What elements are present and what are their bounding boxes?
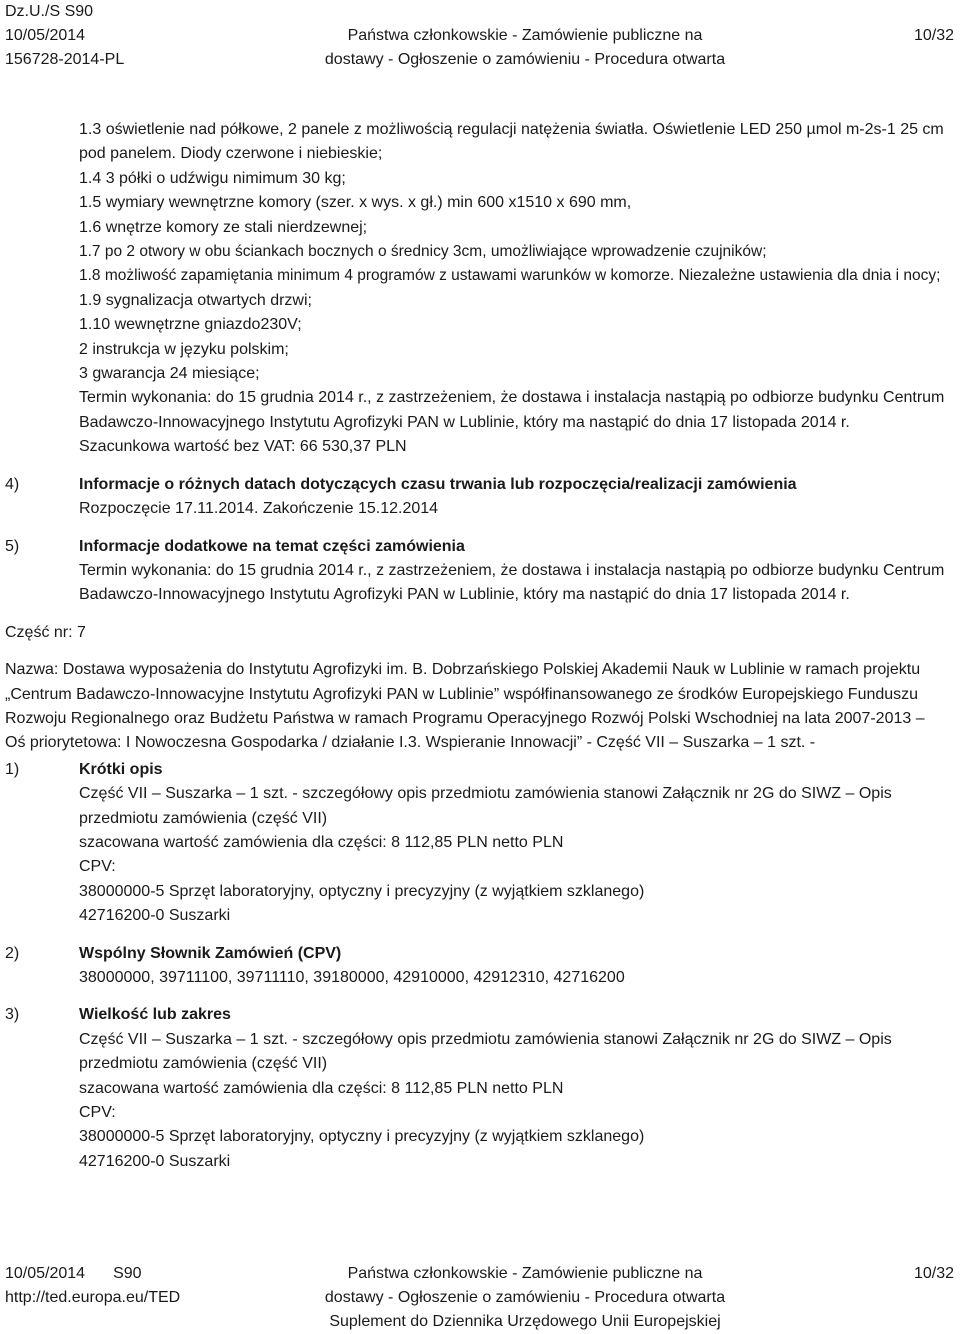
header-title-line: Państwa członkowskie - Zamówienie publiczne na (347, 27, 703, 44)
page-footer (0, 1262, 960, 1334)
section-title: Krótki opis (79, 760, 163, 778)
specification-list (0, 118, 960, 460)
document-id: 156728-2014-PL (5, 51, 125, 68)
footer-title-line: Państwa członkowskie - Zamówienie publiczne na (347, 1265, 703, 1282)
section-number: 3) (5, 1006, 20, 1024)
list-item: 1.4 3 półki o udźwigu nimimum 30 kg; (79, 169, 346, 187)
section-line: 42716200-0 Suszarki (79, 907, 231, 925)
section-text: 38000000, 39711100, 39711110, 39180000, 42910000, 42912310, 42716200 (79, 969, 625, 986)
header-title-line: dostawy - Ogłoszenie o zamówieniu - Procedura otwarta (324, 51, 726, 68)
list-item: 1.9 sygnalizacja otwartych drzwi; (79, 291, 312, 309)
footer-url[interactable]: http://ted.europa.eu/TED (5, 1289, 181, 1306)
section-line: CPV: (79, 858, 116, 876)
list-item: 3 gwarancja 24 miesiące; (79, 365, 260, 383)
list-item: 1.5 wymiary wewnętrzne komory (szer. x wys. x gł.) min 600 x1510 x 690 mm, (79, 194, 632, 212)
section-line: 38000000-5 Sprzęt laboratoryjny, optyczny i precyzyjny (z wyjątkiem szklanego) (79, 1128, 645, 1146)
estimated-value: Szacunkowa wartość bez VAT: 66 530,37 PLN (79, 438, 407, 456)
section-text: Termin wykonania: do 15 grudnia 2014 r., z zastrzeżeniem, że dostawa i instalacja nastąpią po odbiorze budynku Centrum Badawczo-Innowacyjnego Instytutu Agrofizyki PAN w Lublinie, który ma nastąpić do dnia 17 listopada 2014 r. (79, 561, 945, 604)
section-title: Informacje dodatkowe na temat części zamówienia (79, 537, 465, 555)
section-number: 2) (5, 944, 20, 962)
section-line: 42716200-0 Suszarki (79, 1152, 231, 1170)
list-item: 1.7 po 2 otwory w obu ściankach bocznych o średnicy 3cm, umożliwiające wprowadzenie czujników; (79, 243, 767, 261)
section-number: 4) (5, 475, 20, 493)
header-page-number: 10/32 (913, 27, 954, 44)
section-line: Część VII – Suszarka – 1 szt. - szczegółowy opis przedmiotu zamówienia stanowi Załącznik nr 2G do SIWZ – Opis przedmiotu zamówienia (część VII) (79, 1030, 892, 1073)
part-section-1 (0, 758, 960, 929)
footer-left (5, 1262, 180, 1310)
list-item: 2 instrukcja w języku polskim; (79, 340, 289, 358)
section-line: szacowana wartość zamówienia dla części: 8 112,85 PLN netto PLN (79, 833, 564, 851)
document-body (0, 118, 960, 1174)
header-date: 10/05/2014 (5, 27, 86, 44)
part-number: Część nr: 7 (5, 623, 86, 641)
section-line: 38000000-5 Sprzęt laboratoryjny, optyczny i precyzyjny (z wyjątkiem szklanego) (79, 882, 645, 900)
footer-title-line: dostawy - Ogłoszenie o zamówieniu - Procedura otwarta (324, 1289, 726, 1306)
list-item: 1.10 wewnętrzne gniazdo230V; (79, 316, 302, 334)
section-5 (0, 535, 960, 608)
section-number: 1) (5, 760, 20, 778)
header-title (300, 24, 750, 72)
section-number: 5) (5, 537, 20, 555)
header-left (5, 0, 124, 72)
part-name: Nazwa: Dostawa wyposażenia do Instytutu Agrofizyki im. B. Dobrzańskiego Polskiej Akademii Nauk w Lublinie w ramach projektu „Centrum Badawczo-Innowacyjne Instytutu Agrofizyki PAN w Lublinie” współfinansowanego ze środków Europejskiego Funduszu Rozwoju Regionalnego oraz Budżetu Państwa w ramach Programu Operacyjnego Rozwój Polski Wschodniej na lata 2007-2013 – Oś priorytetowa: I Nowoczesna Gospodarka / działanie I.3. Wspieranie Innowacji” - Część VII – Suszarka – 1 szt. - (5, 661, 925, 752)
section-text: Rozpoczęcie 17.11.2014. Zakończenie 15.12.2014 (79, 500, 439, 518)
footer-date: 10/05/2014 (5, 1265, 86, 1282)
section-line: Część VII – Suszarka – 1 szt. - szczegółowy opis przedmiotu zamówienia stanowi Załącznik nr 2G do SIWZ – Opis przedmiotu zamówienia (część VII) (79, 785, 892, 827)
footer-page-number: 10/32 (913, 1265, 954, 1282)
footer-title (300, 1262, 750, 1334)
list-item: 1.3 oświetlenie nad półkowe, 2 panele z możliwością regulacji natężenia światła. Oświetlenie LED 250 µmol m-2s-1 25 cm pod panelem. Diody czerwone i niebieskie; (79, 121, 944, 163)
list-item: 1.8 możliwość zapamiętania minimum 4 programów z ustawami warunków w komorze. Niezależne ustawienia dla dnia i nocy; (79, 267, 941, 285)
list-item: 1.6 wnętrze komory ze stali nierdzewnej; (79, 218, 368, 236)
page-header (0, 0, 960, 72)
footer-series: S90 (113, 1265, 142, 1282)
delivery-terms: Termin wykonania: do 15 grudnia 2014 r., z zastrzeżeniem, że dostawa i instalacja nastąpią po odbiorze budynku Centrum Badawczo-Innowacyjnego Instytutu Agrofizyki PAN w Lublinie, który ma nastąpić do dnia 17 listopada 2014 r. (79, 389, 945, 431)
footer-title-line: Suplement do Dziennika Urzędowego Unii Europejskiej (329, 1313, 721, 1330)
part-section-2 (0, 942, 960, 991)
section-4 (0, 473, 960, 522)
section-title: Wspólny Słownik Zamówień (CPV) (79, 944, 342, 962)
section-line: szacowana wartość zamówienia dla części: 8 112,85 PLN netto PLN (79, 1079, 564, 1097)
section-title: Informacje o różnych datach dotyczących czasu trwania lub rozpoczęcia/realizacji zamówienia (79, 475, 797, 493)
section-title: Wielkość lub zakres (79, 1006, 231, 1024)
journal-ref: Dz.U./S S90 (5, 3, 94, 20)
part-section-3 (0, 1003, 960, 1174)
section-line: CPV: (79, 1104, 116, 1122)
